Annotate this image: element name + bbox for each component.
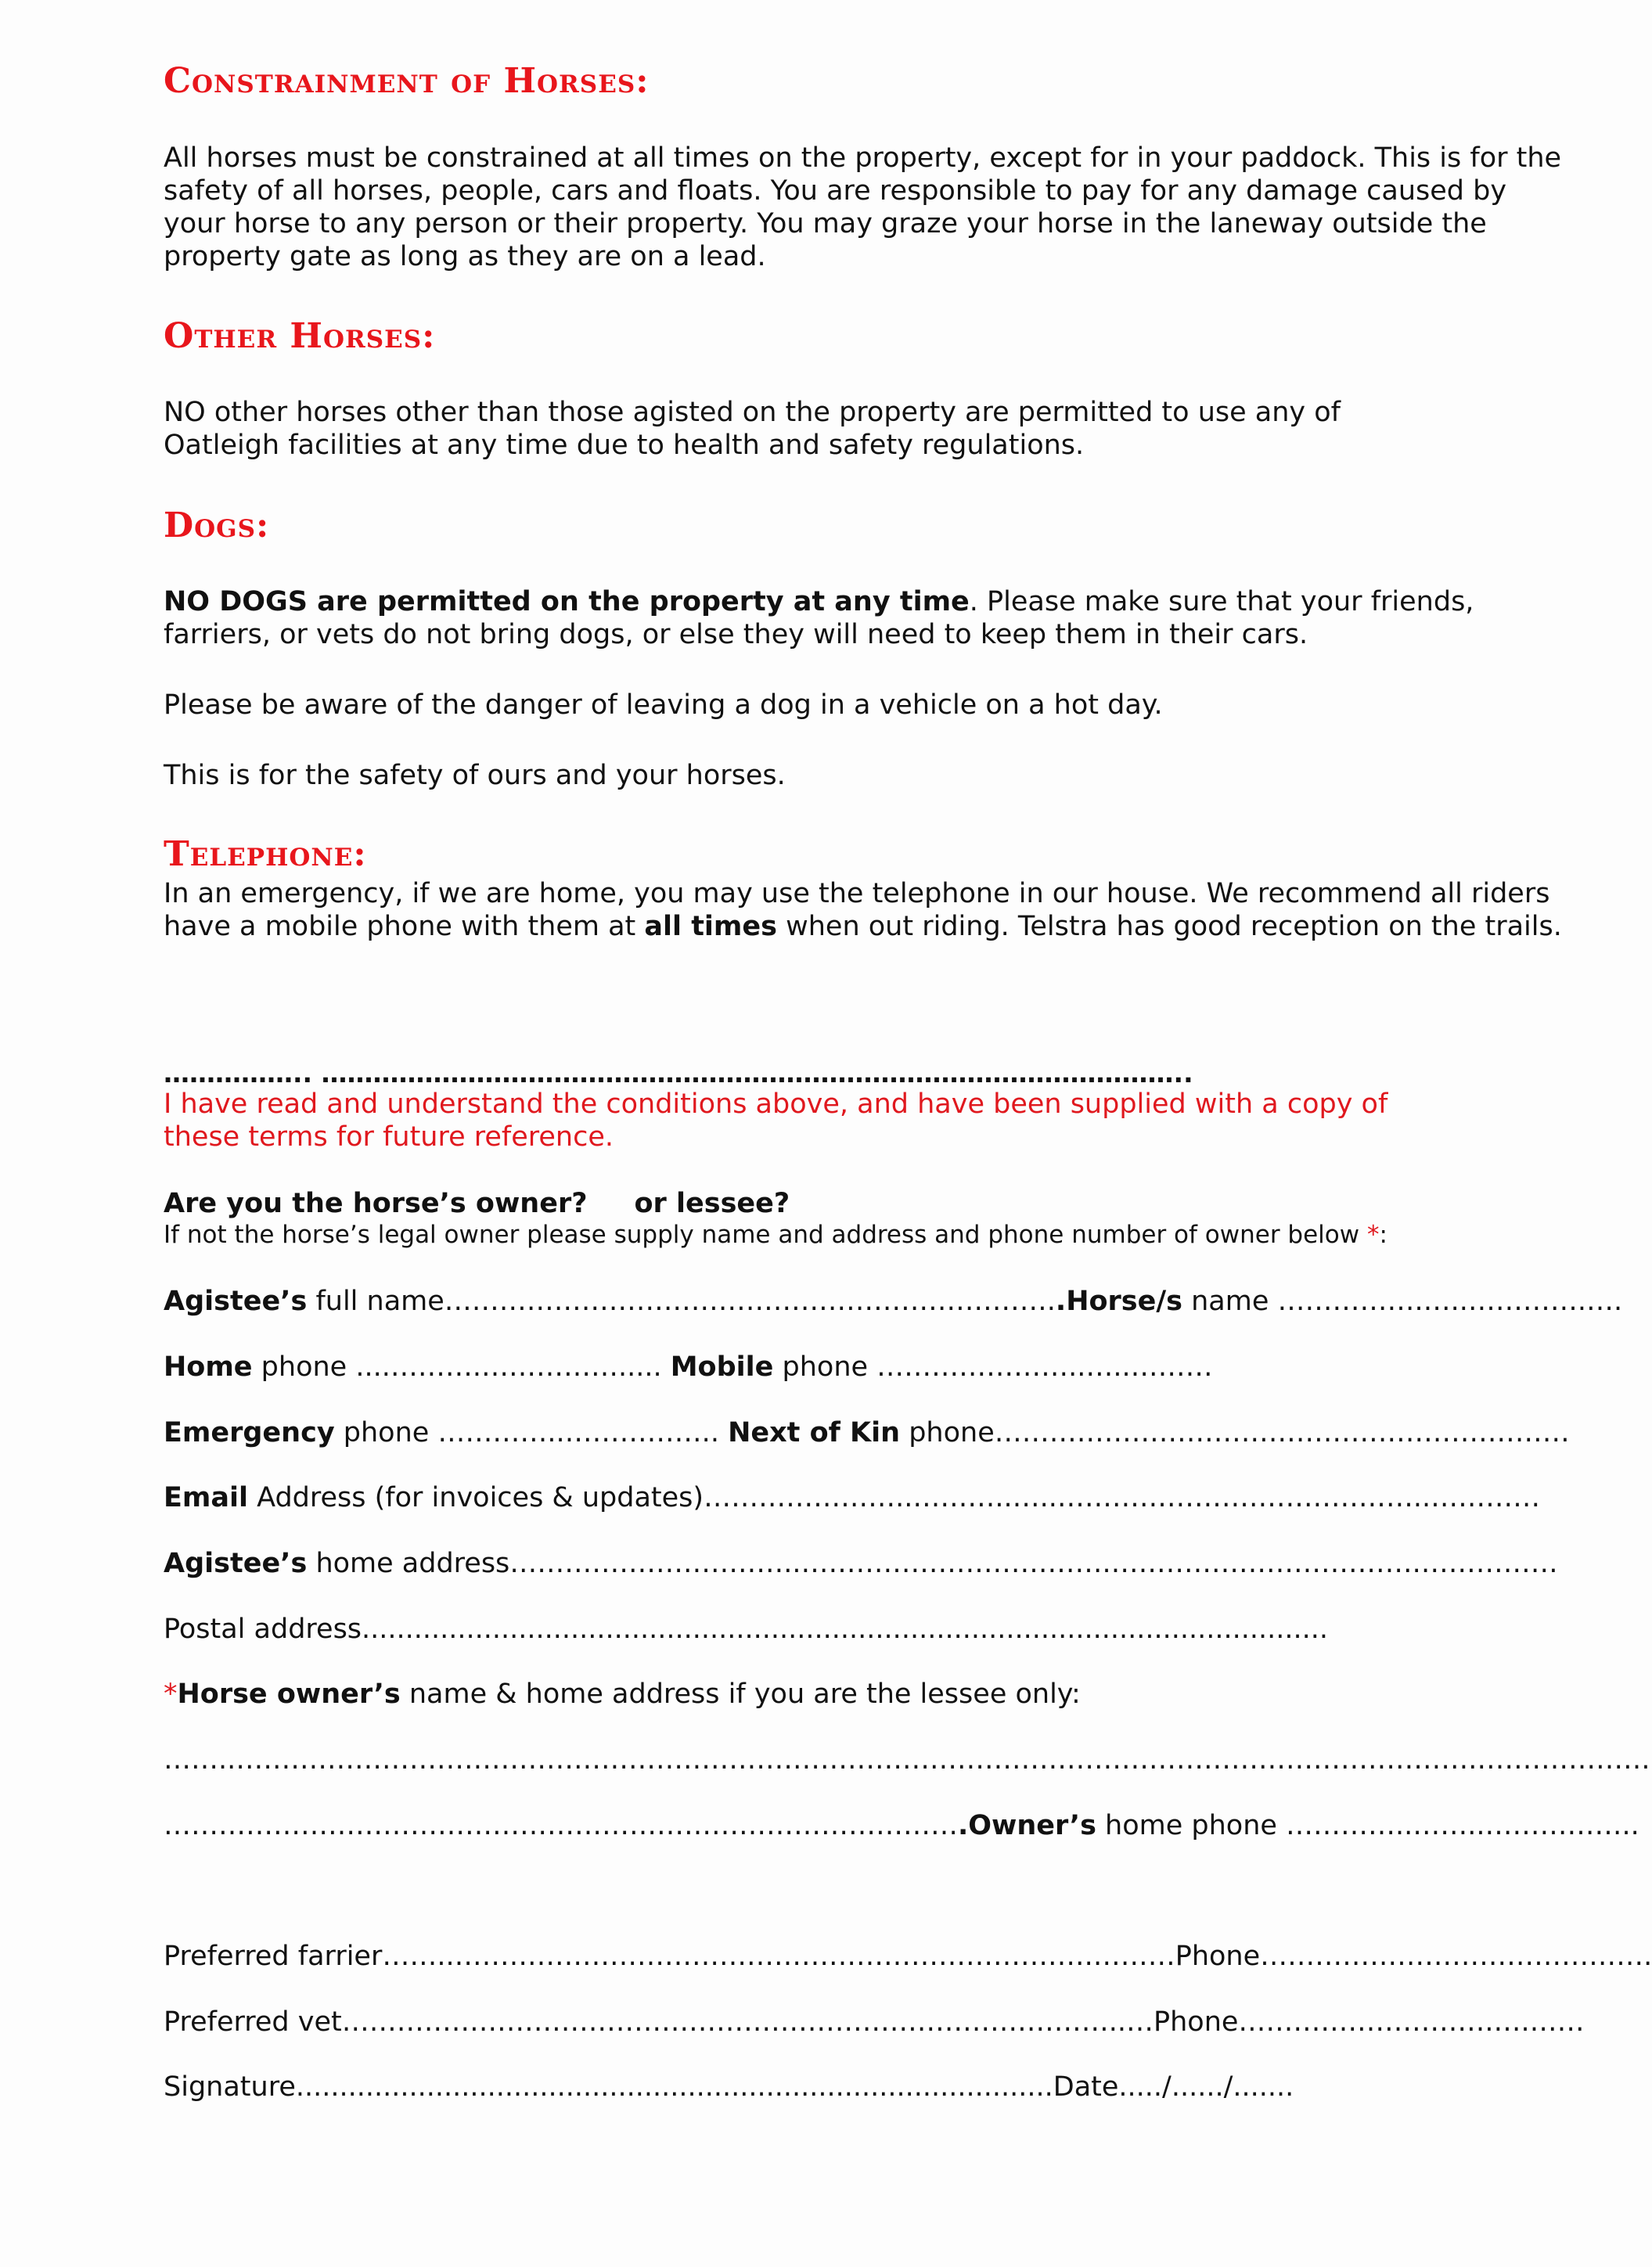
agistee-name-dots: full name………………………………………………………….: [307, 1286, 1056, 1317]
emergency-fields[interactable]: [164, 1417, 1570, 1448]
dogs-bold-lead: NO DOGS are permitted on the property at any time: [164, 586, 970, 617]
owner-note: [164, 1221, 1387, 1249]
heading-constrainment: Constrainment of Horses:: [164, 61, 650, 101]
paragraph-other-horses: NO other horses other than those agisted on the property are permitted to use any of Oatleigh facilities at any time due to health and safety regulations.: [164, 397, 1341, 461]
postal-address-field[interactable]: Postal address...............................................................................................................: [164, 1614, 1328, 1645]
horse-owner-bold: Horse owner’s: [177, 1679, 401, 1710]
home-label: Home: [164, 1351, 253, 1383]
horse-owner-label: [164, 1679, 1081, 1710]
home-address-dots: home address…………………………..…………………………….…………………………….……………: [307, 1548, 1558, 1579]
email-label: Email: [164, 1482, 248, 1513]
mobile-label: Mobile: [670, 1351, 774, 1383]
horse-owner-rest: name & home address if you are the lessee only:: [400, 1679, 1081, 1710]
owner-address-line[interactable]: ……..……………………………………………………………………………………………………………………….……………….: [164, 1744, 1650, 1776]
vet-field[interactable]: Preferred vet…………………………………………………………………………..…Phone……………………….….……: [164, 2006, 1585, 2038]
mobile-phone-dots: phone …………………..…..………: [773, 1351, 1213, 1383]
owner-phone-label: .Owner’s: [958, 1810, 1096, 1841]
telephone-bold: all times: [644, 911, 777, 942]
email-field[interactable]: [164, 1482, 1541, 1513]
agistee-label: Agistee’s: [164, 1286, 308, 1317]
agistee-name-field[interactable]: [164, 1286, 1623, 1317]
dogs-body: . Please make sure that your friends, farriers, or vets do not bring dogs, or else they will need to keep them in their cars.: [164, 586, 1474, 650]
home-address-field[interactable]: [164, 1548, 1558, 1579]
heading-telephone: Telephone:: [164, 834, 367, 874]
owner-question: [164, 1188, 790, 1219]
owner-phone-field[interactable]: [164, 1810, 1639, 1841]
horse-name-dots: name …………….…..………….….: [1182, 1286, 1623, 1317]
owner-note-asterisk: *: [1366, 1221, 1380, 1249]
farrier-field[interactable]: Preferred farrier……..…………………………………………………………….………Phone…………………………………….: [164, 1941, 1652, 1972]
paragraph-dogs-3: This is for the safety of ours and your horses.: [164, 760, 786, 791]
nok-phone-dots: phone………………………………………………………: [900, 1417, 1570, 1448]
paragraph-constrainment: All horses must be constrained at all times on the property, except for in your paddock. This is for the safety of all horses, people, cars and floats. You are responsible to pay for any damage caused by your horse to any person or their property. You may graze your horse in the laneway outside the property gate as long as they are on a lead.: [164, 142, 1562, 272]
paragraph-dogs-2: Please be aware of the danger of leaving a dog in a vehicle on a hot day.: [164, 689, 1163, 721]
paragraph-dogs: [164, 585, 1564, 651]
declaration-text: I have read and understand the conditions above, and have been supplied with a copy of these terms for future reference.: [164, 1089, 1388, 1153]
owner-line2-dots: ……………………………………………………………………………: [164, 1810, 958, 1841]
heading-other-horses: Other Horses:: [164, 316, 436, 356]
telephone-body-a: In an emergency, if we are home, you may use the telephone in our house. We recommend all riders have a mobile phone with them at: [164, 878, 1550, 942]
owner-question-1: Are you the horse’s owner?: [164, 1188, 588, 1219]
owner-note-colon: :: [1379, 1221, 1387, 1249]
owner-note-text: If not the horse’s legal owner please supply name and address and phone number of owner below: [164, 1221, 1367, 1249]
email-dots: Address (for invoices & updates)…………………..………..…..…………………………………..…………: [248, 1482, 1541, 1513]
declaration-signature-line: …………….. ………………………………………………………………………………………..: [164, 1058, 1193, 1089]
paragraph-telephone: [164, 877, 1564, 943]
nok-label: Next of Kin: [728, 1417, 901, 1448]
emergency-phone-dots: phone …………..……………..: [334, 1417, 729, 1448]
emergency-label: Emergency: [164, 1417, 335, 1448]
signature-field[interactable]: Signature.......................................................................................Date...../....../.......: [164, 2071, 1294, 2103]
home-address-label: Agistee’s: [164, 1548, 308, 1579]
owner-question-2: or lessee?: [634, 1188, 790, 1219]
home-phone-dots: phone ....……….…………….....: [252, 1351, 671, 1383]
phone-fields[interactable]: [164, 1351, 1213, 1383]
horse-label: .Horse/s: [1055, 1286, 1182, 1317]
horse-owner-asterisk: *: [164, 1679, 178, 1710]
telephone-body-b: when out riding. Telstra has good reception on the trails.: [776, 911, 1562, 942]
owner-phone-dots: home phone …………..……..……………..: [1096, 1810, 1639, 1841]
heading-dogs: Dogs:: [164, 506, 270, 545]
